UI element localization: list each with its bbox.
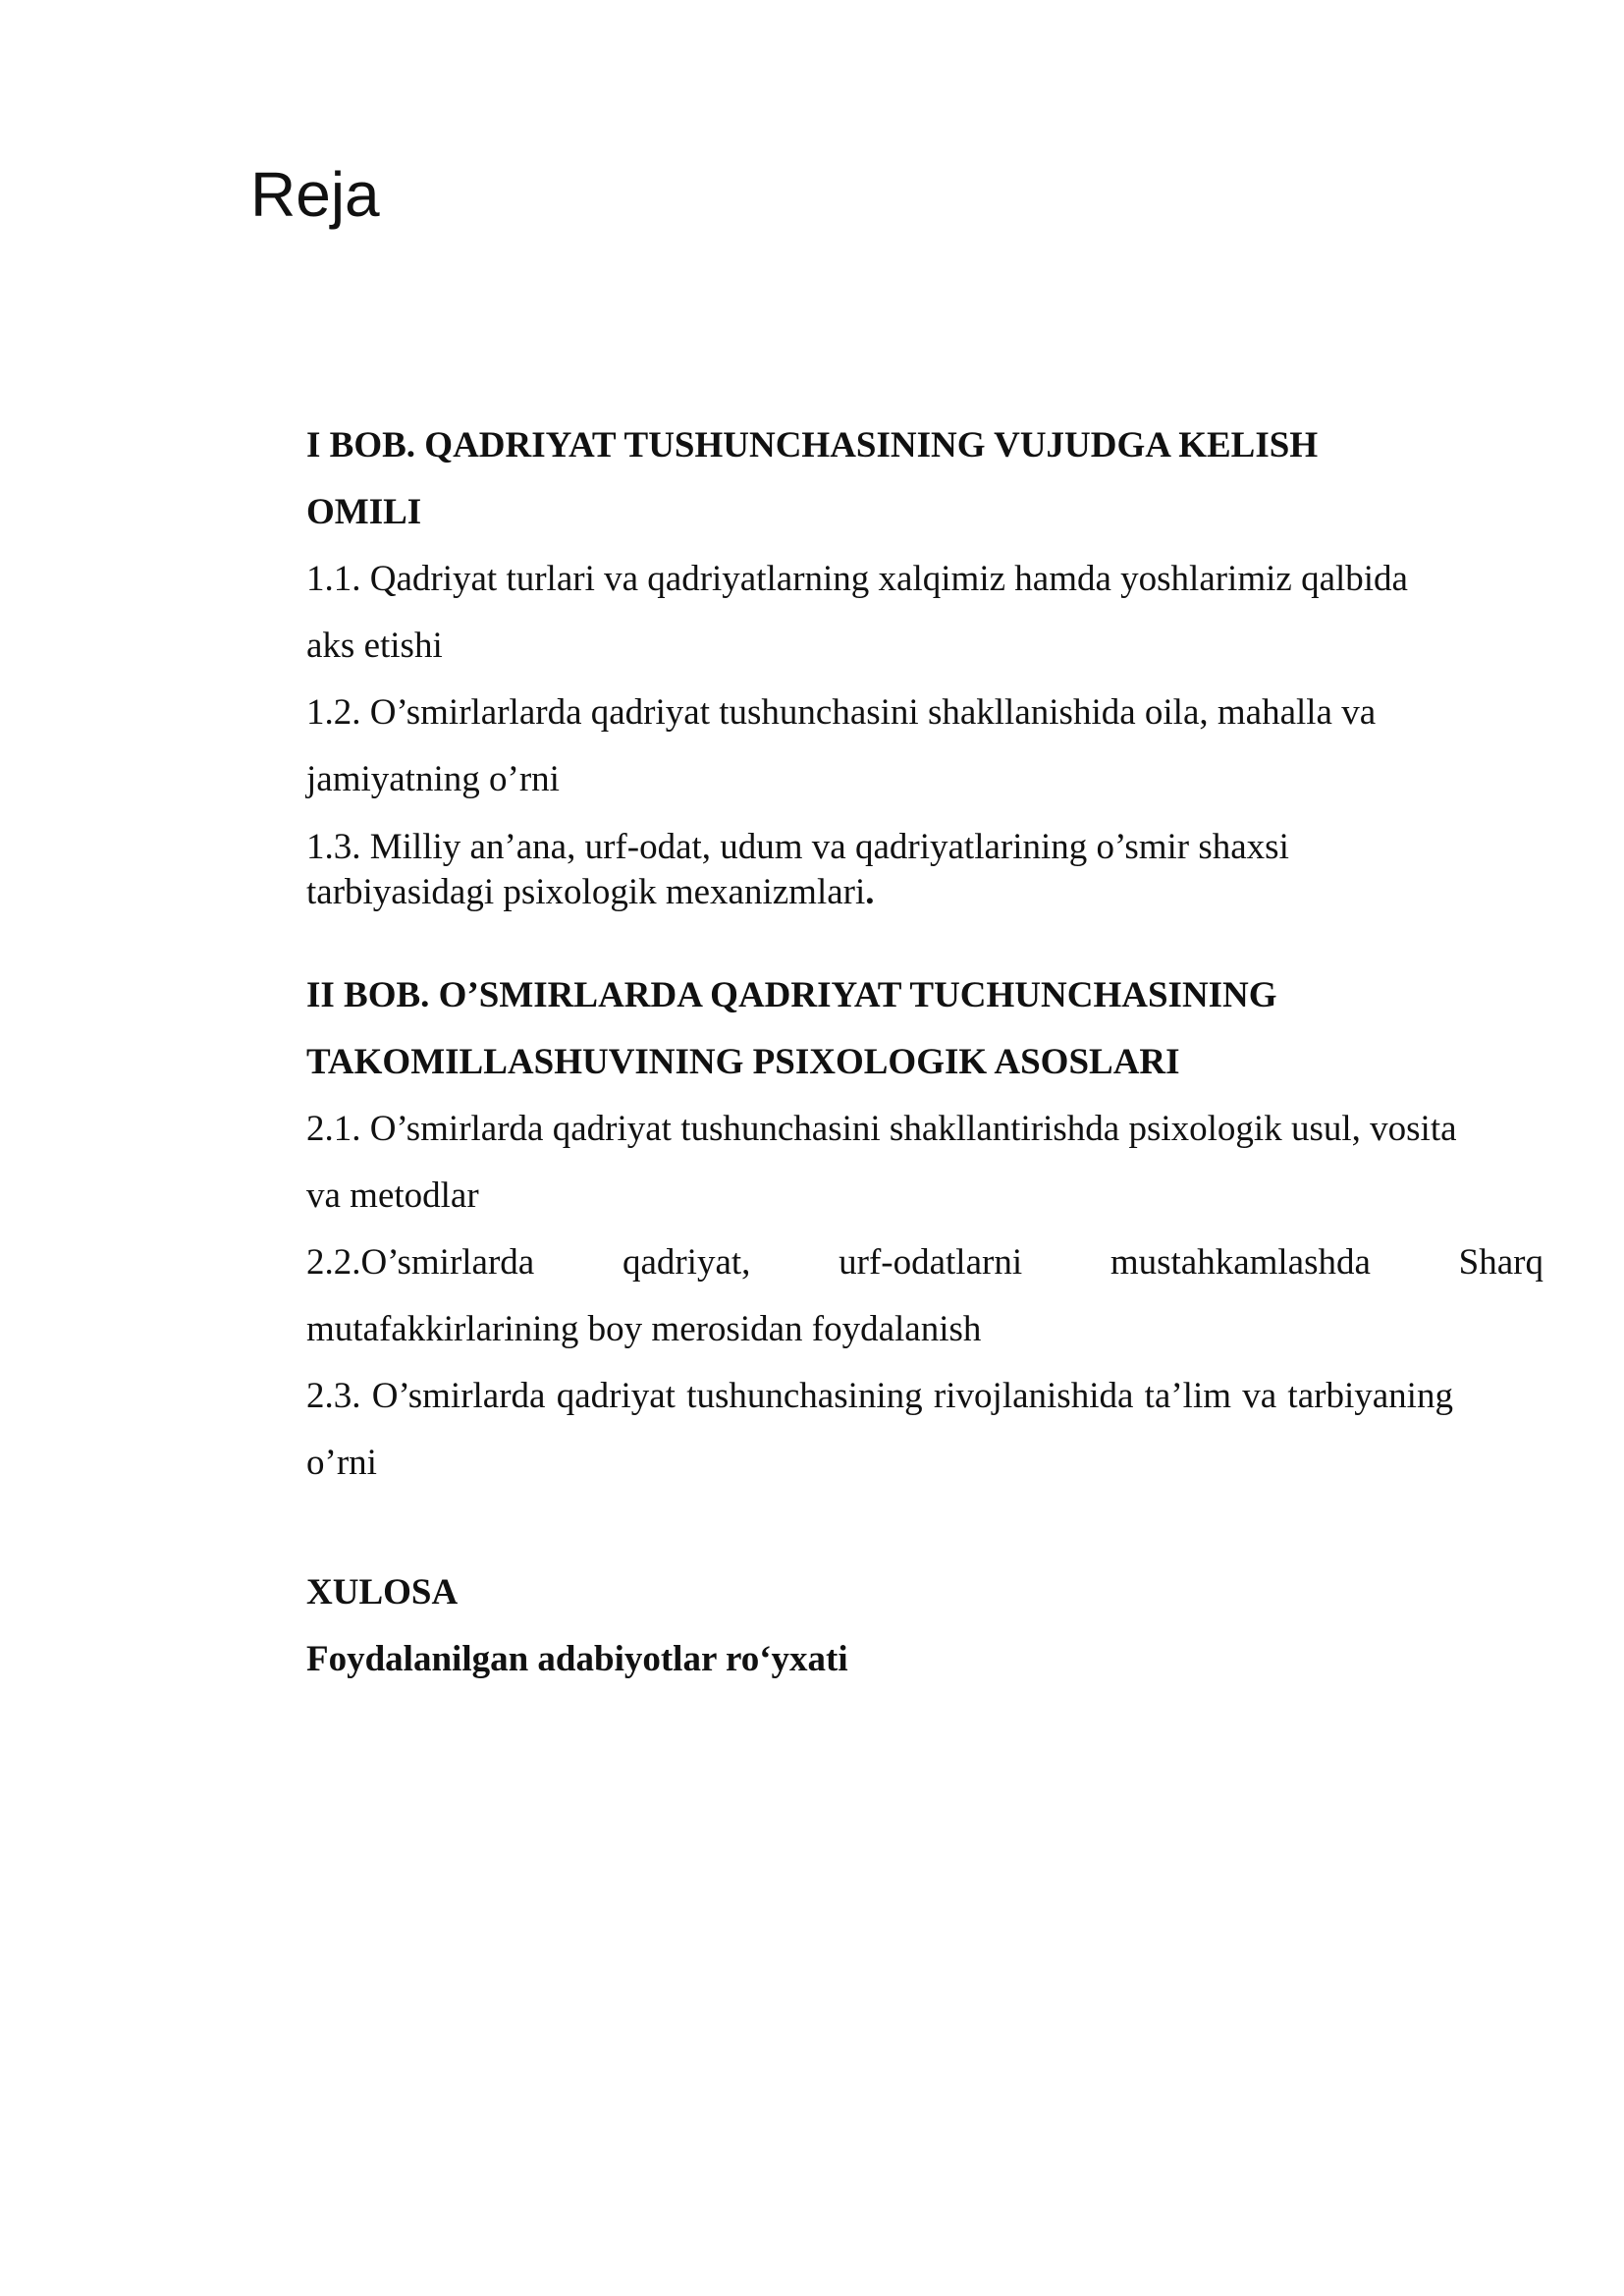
chapter-1-heading-cont: OMILI bbox=[306, 492, 422, 532]
toc-item-1-3: 1.3. Milliy an’ana, urf-odat, udum va qadriyatlarining o’smir shaxsi bbox=[306, 827, 1289, 867]
toc-item-2-1: 2.1. O’smirlarda qadriyat tushunchasini shakllantirishda psixologik usul, vosita bbox=[306, 1109, 1457, 1149]
toc-item-2-1-cont: va metodlar bbox=[306, 1175, 479, 1216]
toc-item-1-2-cont: jamiyatning o’rni bbox=[306, 759, 560, 799]
chapter-1-heading: I BOB. QADRIYAT TUSHUNCHASINING VUJUDGA KELISH bbox=[306, 425, 1319, 465]
toc-item-2-2 bbox=[306, 1230, 1543, 1296]
page-title: Reja bbox=[250, 159, 380, 230]
toc-item-2-2-word: mustahkamlashda bbox=[1110, 1242, 1371, 1283]
toc-item-2-2-cont: mutafakkirlarining boy merosidan foydalanish bbox=[306, 1309, 982, 1349]
chapter-2-heading: II BOB. O’SMIRLARDA QADRIYAT TUCHUNCHASINING bbox=[306, 975, 1277, 1015]
toc-item-1-2: 1.2. O’smirlarlarda qadriyat tushunchasini shakllanishida oila, mahalla va bbox=[306, 692, 1377, 733]
toc-item-1-3-cont bbox=[306, 870, 1543, 915]
toc-item-1-1-cont: aks etishi bbox=[306, 626, 443, 666]
toc-item-2-2-word: urf-odatlarni bbox=[839, 1242, 1023, 1283]
toc-item-1-3-period: . bbox=[865, 872, 875, 912]
table-of-contents bbox=[306, 412, 1543, 1693]
toc-item-2-3: 2.3. O’smirlarda qadriyat tushunchasining rivojlanishida ta’lim va tarbiyaning bbox=[306, 1376, 1453, 1416]
toc-item-2-2-word: qadriyat, bbox=[622, 1242, 751, 1283]
references-heading: Foydalanilgan adabiyotlar ro‘yxati bbox=[306, 1639, 848, 1679]
toc-item-1-3-text: tarbiyasidagi psixologik mexanizmlari bbox=[306, 872, 866, 912]
toc-item-2-2-word: Sharq bbox=[1458, 1242, 1543, 1283]
chapter-2-heading-cont: TAKOMILLASHUVINING PSIXOLOGIK ASOSLARI bbox=[306, 1042, 1180, 1082]
toc-item-1-1: 1.1. Qadriyat turlari va qadriyatlarning xalqimiz hamda yoshlarimiz qalbida bbox=[306, 559, 1408, 599]
toc-item-2-2-word: 2.2.O’smirlarda bbox=[306, 1242, 535, 1283]
conclusion-heading: XULOSA bbox=[306, 1572, 459, 1613]
toc-item-2-3-cont: o’rni bbox=[306, 1443, 377, 1483]
